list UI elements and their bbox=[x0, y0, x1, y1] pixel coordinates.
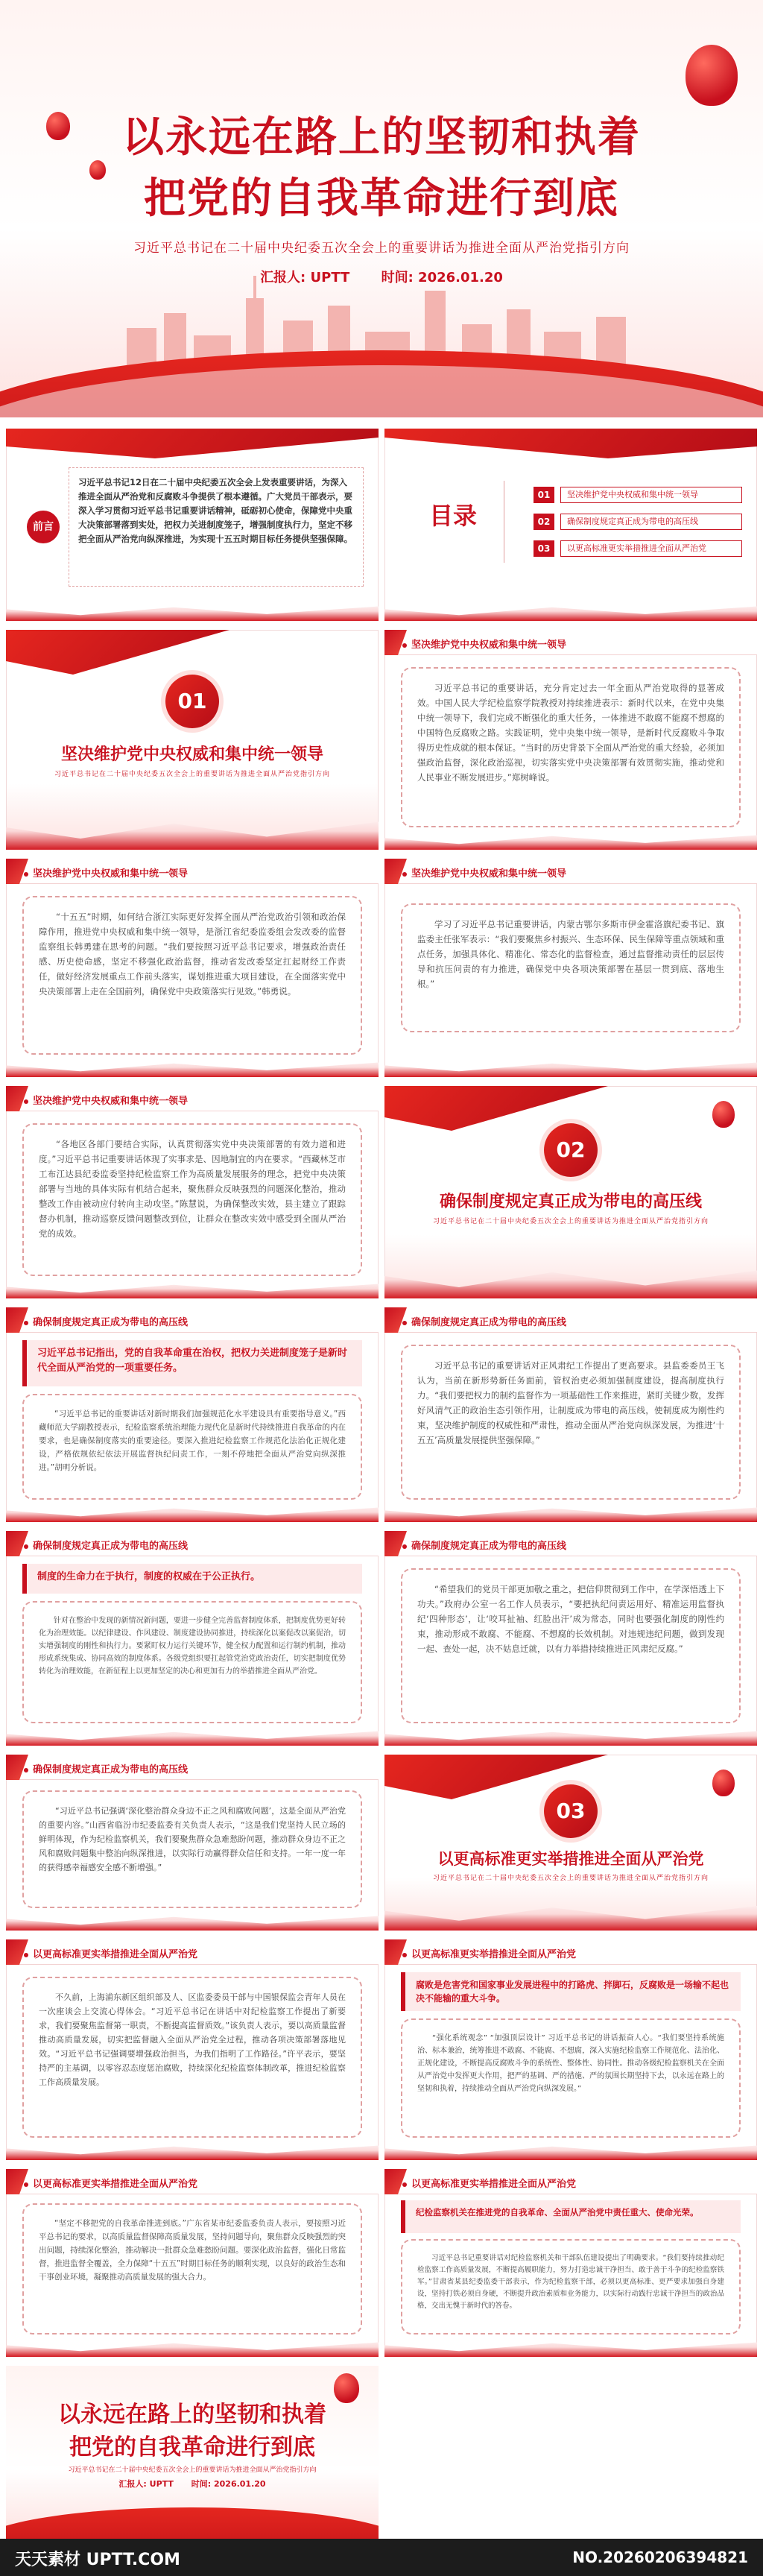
wave-footer bbox=[384, 1726, 757, 1746]
slide-header bbox=[384, 630, 757, 655]
content-text: “十五五”时期，如何结合浙江实际更好发挥全面从严治党政治引领和政治保障作用，推进党中央权威和集中统一领导，是浙江省纪委监委组会发改委的监督监察组长韩勇建在思考的问题。“我们要按照习近平总书记要求，增强政治责任感、历史使命感，坚定不移强化政治监督，推动省发改委坚定扛起财经工作责任，做好经济发展重点工作前头落实，谋划推进重大项目建设，在全面落实党中央决策部署上走在全国前列，确保党中央政策落实行见效。”韩勇说。 bbox=[39, 912, 346, 997]
section-number: 02 bbox=[544, 1123, 598, 1177]
row-9 bbox=[6, 2169, 757, 2357]
directory-item-3[interactable] bbox=[534, 540, 742, 557]
preface-slide bbox=[6, 429, 379, 621]
directory-item-label: 以更高标准更实举措推进全面从严治党 bbox=[560, 540, 742, 557]
end-title-line2: 把党的自我革命进行到底 bbox=[69, 2434, 315, 2460]
content-text: “强化系统观念” “加强顶层设计” 习近平总书记的讲话振奋人心。“我们要坚持系统施治、标本兼治，统筹推进不敢腐、不能腐、不想腐，深入实施纪检监察工作规范化、法治化、正规化建设，不断提高反腐败斗争的系统性、整体性、协同性。推动各级纪检监察机关在全面从严治党中发挥更大作用，把严的基调、严的措施、严的氛围长期坚持下去，以永远在路上的坚韧和执着，持续推动全面从严治党向纵深发展。” bbox=[417, 2034, 724, 2093]
end-slide bbox=[6, 2366, 379, 2539]
directory-slide bbox=[384, 429, 757, 621]
slide-header-text: 以更高标准更实举措推进全面从严治党 bbox=[402, 1946, 576, 1960]
highlight-text: 腐败是危害党和国家事业发展进程中的打路虎、拌脚石，反腐败是一场输不起也决不能输的重大斗争。 bbox=[416, 1980, 729, 2004]
content-text: 习近平总书记的重要讲话，充分肯定过去一年全面从严治党取得的显著成效。中国人民大学纪检监察学院教授对持续推进表示：新时代以来，在党中央集中统一领导下，我们完成不断强化的重大任务，一体推进不敢腐不能腐不想腐的中国特色反腐败之路。实践证明，党中央集中统一领导，是新时代反腐败斗争取得历史性成就的根本保证。“当时的历史背景下全面从严治党的重大经验，必须加强政治监督，深化政治巡视，切实落实党中央决策部署有效贯彻实施，推动党和人民事业不断发展进步。”郑树峰说。 bbox=[417, 683, 724, 783]
directory-item-number: 02 bbox=[534, 514, 554, 530]
red-ribbon bbox=[6, 630, 229, 675]
balloon-icon bbox=[712, 1101, 735, 1128]
content-frame bbox=[22, 1601, 362, 1723]
highlight-text: 纪检监察机关在推进党的自我革命、全面从严治党中责任重大、使命光荣。 bbox=[416, 2207, 699, 2217]
wave-footer bbox=[384, 1503, 757, 1522]
wave-footer bbox=[384, 1261, 757, 1298]
wave-footer bbox=[6, 1058, 379, 1077]
content-text: 不久前，上海浦东新区组织部及人、区监委委员干部与中国银保监会青年人员在一次座谈会上交流心得体会。“习近平总书记在讲话中对纪检监察工作提出了新要求，我们要聚焦监督第一职责，不断提高监督质效。”该负责人表示，要以高质量监督推动高质量发展，切实把监督融入全面从严治党全过程，推动各项决策部署落地见效。“习近平总书记强调要增强政治担当，为我们指明了工作路径。”许平表示，要坚持严的主基调，以零容忍态度惩治腐败，持续深化纪检监察体制改革，推进纪检监察工作高质量发展。 bbox=[39, 1992, 346, 2087]
row-1 bbox=[6, 429, 757, 621]
content-frame bbox=[22, 1977, 362, 2138]
slide-header bbox=[6, 1531, 379, 1556]
highlight-box bbox=[22, 1340, 362, 1386]
cover-title-line1: 以永远在路上的坚韧和执着 bbox=[122, 113, 641, 162]
wave-footer bbox=[6, 812, 379, 850]
slide-header bbox=[384, 1939, 757, 1965]
content-slide bbox=[6, 859, 379, 1077]
content-frame bbox=[401, 2239, 741, 2334]
watermark-left: 天天素材 UPTT.COM bbox=[15, 2551, 180, 2569]
wave-footer bbox=[384, 602, 757, 621]
slide-header bbox=[6, 1086, 379, 1111]
slide-header bbox=[6, 1939, 379, 1965]
content-frame bbox=[22, 1123, 362, 1276]
content-text: “习近平总书记强调‘深化整治群众身边不正之风和腐败问题’，这是全面从严治党的重要内容。”山西省临汾市纪委监委有关负责人表示，“这是我们党坚持人民立场的鲜明体现，作为纪检监察机关，我们要聚焦群众急难愁盼问题，推动群众身边不正之风和腐败问题集中整治向纵深推进，以实际行动赢得群众信任和支持。一年一度一年的获得感幸福感安全感不断增强。” bbox=[39, 1806, 346, 1872]
end-reporter: 汇报人: UPTT bbox=[118, 2479, 174, 2489]
content-frame bbox=[401, 667, 741, 827]
directory-item-number: 01 bbox=[534, 487, 554, 503]
wave-footer bbox=[384, 2141, 757, 2160]
slide-header-text: 以更高标准更实举措推进全面从严治党 bbox=[24, 1946, 197, 1960]
cover-title-line2: 把党的自我革命进行到底 bbox=[144, 174, 619, 223]
slide-header-text: 以更高标准更实举措推进全面从严治党 bbox=[402, 2176, 576, 2190]
slide-header-text: 坚决维护党中央权威和集中统一领导 bbox=[402, 637, 566, 651]
content-text: 习近平总书记的重要讲话对正风肃纪工作提出了更高要求。县监委委员王飞认为，当前在新形势新任务面前，管权治吏必须加强制度建设，提高制度执行力。“我们要把权力的制约监督作为一项基础性工作来推进，紧盯关键少数，发挥好风清气正的政治生态引领作用，让制度成为带电的高压线，使制度成为刚性约束，坚决维护制度的权威性和严肃性，推动全面从严治党向纵深发展，为推进‘十五五’高质量发展提供坚强保障。” bbox=[417, 1360, 724, 1445]
balloon-icon bbox=[686, 45, 738, 106]
red-ribbon bbox=[6, 429, 379, 458]
wave-footer bbox=[384, 2337, 757, 2357]
balloon-icon bbox=[712, 1770, 735, 1796]
content-frame bbox=[22, 896, 362, 1055]
content-slide bbox=[384, 1307, 757, 1522]
slide-header-text: 坚决维护党中央权威和集中统一领导 bbox=[24, 865, 188, 880]
end-title-line1: 以永远在路上的坚韧和执着 bbox=[58, 2402, 326, 2428]
row-5 bbox=[6, 1307, 757, 1522]
watermark-bar bbox=[0, 2539, 763, 2576]
content-frame bbox=[22, 1394, 362, 1500]
slide-header-text: 确保制度规定真正成为带电的高压线 bbox=[24, 1538, 188, 1552]
highlight-box bbox=[401, 1972, 741, 2011]
cover-reporter: 汇报人: UPTT bbox=[260, 270, 350, 285]
section-2-slide bbox=[384, 1086, 757, 1298]
section-title: 确保制度规定真正成为带电的高压线 bbox=[439, 1192, 702, 1211]
wave-footer bbox=[6, 602, 379, 621]
section-title: 以更高标准更实举措推进全面从严治党 bbox=[437, 1849, 704, 1868]
row-3 bbox=[6, 859, 757, 1077]
section-subtitle: 习近平总书记在二十届中央纪委五次全会上的重要讲话为推进全面从严治党指引方向 bbox=[54, 771, 330, 778]
row-7 bbox=[6, 1755, 757, 1931]
directory-item-1[interactable] bbox=[534, 487, 742, 503]
end-meta bbox=[6, 2478, 379, 2490]
slide-header-text: 坚决维护党中央权威和集中统一领导 bbox=[24, 1093, 188, 1107]
slide-header bbox=[6, 859, 379, 884]
slide-header bbox=[6, 1755, 379, 1780]
slide-header bbox=[384, 859, 757, 884]
wave-footer bbox=[6, 2337, 379, 2357]
cover-time: 时间: 2026.01.20 bbox=[381, 270, 503, 285]
preface-badge: 前言 bbox=[27, 511, 60, 543]
content-text: “坚定不移把党的自我革命推进到底。”广东省某市纪委监委负责人表示，要按照习近平总书记的要求，以高质量监督保障高质量发展，坚持问题导向，聚焦群众反映强烈的突出问题，持续深化整治，推动解决一批群众急难愁盼问题。要深化政治监督，强化日常监督，推进监督全覆盖，全力保障“十五五”时期目标任务的顺利实现，以良好的政治生态和干事创业环境，凝聚推动高质量发展的强大合力。 bbox=[39, 2219, 346, 2282]
slide-header bbox=[384, 1531, 757, 1556]
directory-item-2[interactable] bbox=[534, 514, 742, 530]
content-slide bbox=[6, 2169, 379, 2357]
content-frame bbox=[401, 903, 741, 1032]
wave-footer bbox=[6, 2141, 379, 2160]
section-subtitle: 习近平总书记在二十届中央纪委五次全会上的重要讲话为推进全面从严治党指引方向 bbox=[432, 1875, 709, 1882]
directory-item-label: 坚决维护党中央权威和集中统一领导 bbox=[560, 487, 742, 503]
slide-header bbox=[6, 1307, 379, 1333]
slide-header-text: 确保制度规定真正成为带电的高压线 bbox=[402, 1314, 566, 1328]
end-subtitle: 习近平总书记在二十届中央纪委五次全会上的重要讲话为推进全面从严治党指引方向 bbox=[68, 2466, 317, 2474]
directory-item-label: 确保制度规定真正成为带电的高压线 bbox=[560, 514, 742, 530]
row-6 bbox=[6, 1531, 757, 1746]
highlight-box bbox=[401, 2200, 741, 2233]
wave-footer bbox=[6, 1726, 379, 1746]
directory-title: 目录 bbox=[429, 502, 478, 530]
wave-footer bbox=[6, 1279, 379, 1298]
wave-footer bbox=[6, 1911, 379, 1931]
content-slide bbox=[384, 1531, 757, 1746]
directory-item-number: 03 bbox=[534, 540, 554, 557]
preface-text: 习近平总书记12日在二十届中央纪委五次全会上发表重要讲话，为深入推进全面从严治党和反腐败斗争提供了根本遵循。广大党员干部表示，要深入学习贯彻习近平总书记重要讲话精神，砥砺初心使命，保障党中央重大决策部署落到实处，把权力关进制度笼子，增强制度执行力，坚定不移把全面从严治党向纵深推进，为实现十五五时期目标任务提供坚强保障。 bbox=[78, 477, 352, 544]
cover-subtitle: 习近平总书记在二十届中央纪委五次全会上的重要讲话为推进全面从严治党指引方向 bbox=[133, 241, 630, 256]
content-slide bbox=[6, 1755, 379, 1931]
wave-footer bbox=[384, 1898, 757, 1931]
watermark-right: NO.20260206394821 bbox=[572, 2548, 748, 2566]
content-frame bbox=[401, 2018, 741, 2138]
content-frame bbox=[401, 1568, 741, 1723]
content-frame bbox=[401, 1345, 741, 1500]
red-ribbon bbox=[384, 429, 757, 458]
highlight-text: 习近平总书记指出，党的自我革命重在治权，把权力关进制度笼子是新时代全面从严治党的一项重要任务。 bbox=[37, 1348, 348, 1374]
content-slide bbox=[6, 1531, 379, 1746]
slide-header-text: 确保制度规定真正成为带电的高压线 bbox=[402, 1538, 566, 1552]
section-title: 坚决维护党中央权威和集中统一领导 bbox=[60, 745, 323, 764]
content-text: “希望我们的党员干部更加敬之重之，把信仰贯彻到工作中，在学深悟透上下功夫。”政府办公室一名工作人员表示，“要把执纪问责运用好、精准运用监督执纪‘四种形态’，让‘咬耳扯袖、红脸出汗’成为常态，同时也要强化制度的刚性约束，推动形成不敢腐、不能腐、不想腐的长效机制。对违规违纪问题，做到发现一起、查处一起，决不姑息迁就，以有力举措持续推进正风肃纪反腐。” bbox=[417, 1584, 724, 1654]
slide-header-text: 确保制度规定真正成为带电的高压线 bbox=[24, 1761, 188, 1775]
wave-footer bbox=[6, 1503, 379, 1522]
end-time: 时间: 2026.01.20 bbox=[191, 2479, 266, 2489]
content-slide bbox=[384, 2169, 757, 2357]
section-subtitle: 习近平总书记在二十届中央纪委五次全会上的重要讲话为推进全面从严治党指引方向 bbox=[432, 1218, 709, 1225]
content-slide bbox=[384, 859, 757, 1077]
content-slide bbox=[384, 630, 757, 850]
content-text: “各地区各部门要结合实际，认真贯彻落实党中央决策部署的有效力道和进度。”习近平总书记重要讲话体现了实事求是、因地制宜的内在要求。“西藏林芝市工布江达县纪委监委坚持纪检监察工作为高质量发展服务的理念，把党中央决策部署与当地的具体实际有机结合起来，聚焦群众反映强烈的问题深化整治，推动整改工作由被动应付转向主动攻坚。”陈慧说，为确保整改实效，县主建立了跟踪督办机制，推动巡察反馈问题整改到位，让群众在整改实效中感受到全面从严治党的成效。 bbox=[39, 1139, 346, 1239]
slide-header bbox=[6, 2169, 379, 2194]
content-slide bbox=[6, 1939, 379, 2160]
section-number: 01 bbox=[165, 675, 219, 728]
content-text: “习近平总书记的重要讲话对新时期我们加强规范化水平建设具有重要指导意义。”西藏师范大学副教授表示，纪检监察系统治理能力现代化是新时代持续推进自我革命的内在要求，也是确保制度落实的重要途径。要深入推进纪检监察工作规范化法治化正规化建设，严格依规依纪依法开展监督执纪问责工作，一刻不停地把全面从严治党向纵深推进。”胡明分析说。 bbox=[39, 1409, 346, 1472]
slide-header bbox=[384, 2169, 757, 2194]
content-slide bbox=[6, 1086, 379, 1298]
content-slide bbox=[384, 1939, 757, 2160]
row-4 bbox=[6, 1086, 757, 1298]
cover-slide bbox=[0, 0, 763, 417]
wave-footer bbox=[384, 830, 757, 850]
slide-header-text: 以更高标准更实举措推进全面从严治党 bbox=[24, 2176, 197, 2190]
slide-header-text: 坚决维护党中央权威和集中统一领导 bbox=[402, 865, 566, 880]
content-slide bbox=[6, 1307, 379, 1522]
row-8 bbox=[6, 1939, 757, 2160]
preface-frame bbox=[69, 467, 364, 587]
row-2 bbox=[6, 630, 757, 850]
section-number: 03 bbox=[544, 1784, 598, 1838]
content-frame bbox=[22, 2203, 362, 2334]
highlight-text: 制度的生命力在于执行，制度的权威在于公正执行。 bbox=[37, 1571, 261, 1582]
end-red-wave bbox=[6, 2507, 379, 2539]
slide-header bbox=[384, 1307, 757, 1333]
content-text: 针对在整治中发现的新情况新问题，要进一步健全完善监督制度体系，把制度优势更好转化为治理效能。以纪律建设、作风建设、制度建设协同推进，持续深化以案促改以案促治，切实增强制度的刚性和执行力。要紧盯权力运行关键环节，健全权力配置和运行制约机制，推动形成系统集成、协同高效的制度体系。各级党组织要扛起管党治党政治责任，切实把制度优势转化为治理效能，在新征程上以更加坚定的决心和更加有力的举措推进全面从严治党。 bbox=[39, 1617, 346, 1676]
content-text: 习近平总书记重要讲话对纪检监察机关和干部队伍建设提出了明确要求。“我们要持续推动纪检监察工作高质量发展，不断提高履职能力，努力打造忠诚干净担当、敢于善于斗争的纪检监察铁军。”甘肃省某县纪委监委干部表示，作为纪检监察干部，必须以更高标准、更严要求加强自身建设，坚持打铁必须自身硬，不断提升政治素质和业务能力，以实际行动践行忠诚干净担当的政治品格，交出无愧于新时代的答卷。 bbox=[417, 2254, 724, 2310]
section-1-slide bbox=[6, 630, 379, 850]
content-text: 学习了习近平总书记重要讲话，内蒙古鄂尔多斯市伊金霍洛旗纪委书记、旗监委主任张军表示：“我们要聚焦乡村振兴、生态环保、民生保障等重点领域和重点任务，加强具体化、精准化、常态化的监督检查，通过监督推动责任的层层传导和抗压问责的有力推进，确保党中央各项决策部署在基层一贯到底、落地生根。” bbox=[417, 919, 724, 989]
wave-footer bbox=[384, 1058, 757, 1077]
section-3-slide bbox=[384, 1755, 757, 1931]
slide-header-text: 确保制度规定真正成为带电的高压线 bbox=[24, 1314, 188, 1328]
content-frame bbox=[22, 1790, 362, 1908]
highlight-box bbox=[22, 1564, 362, 1594]
